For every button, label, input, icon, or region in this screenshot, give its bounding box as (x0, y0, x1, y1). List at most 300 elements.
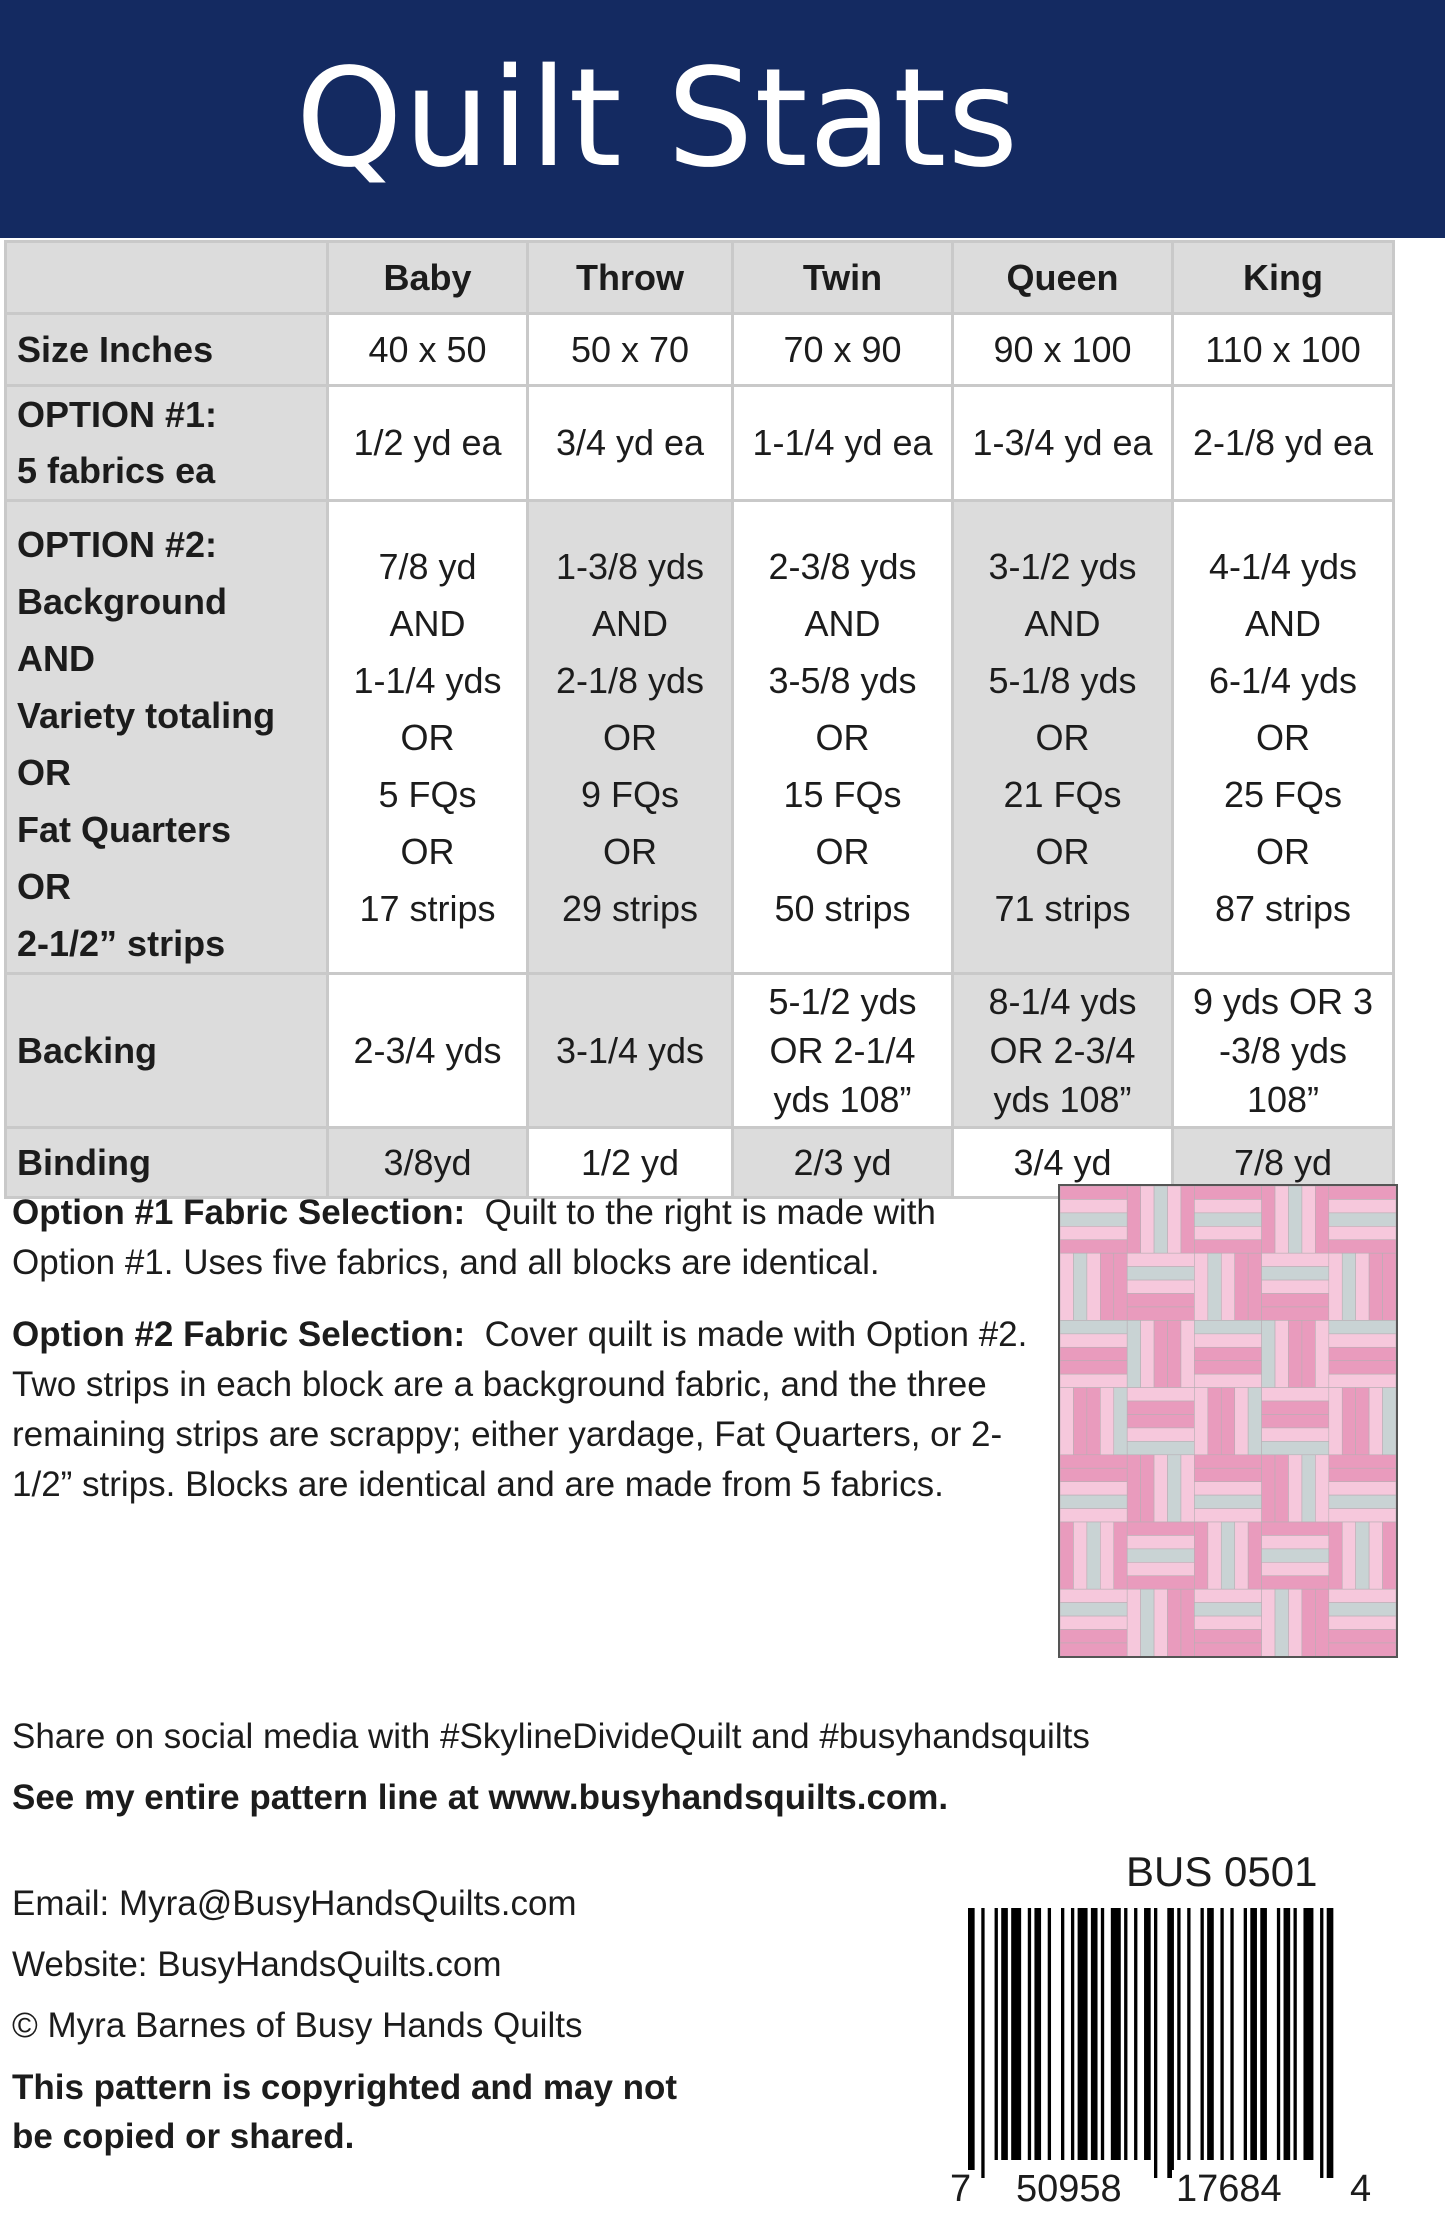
copyright-notice-line: This pattern is copyrighted and may not (12, 2068, 678, 2107)
quilt-strip (1329, 1495, 1396, 1508)
barcode-bar (1220, 1908, 1223, 2160)
table-row-size (6, 314, 1394, 386)
quilt-strip (1302, 1320, 1315, 1387)
barcode-bar (1177, 1908, 1180, 2160)
row-header-binding: Binding (6, 1128, 328, 1198)
quilt-strip (1127, 1576, 1194, 1589)
quilt-strip (1060, 1186, 1127, 1199)
quilt-strip (1060, 1240, 1127, 1253)
barcode-bar (995, 1908, 998, 2160)
col-header-throw: Throw (528, 242, 733, 314)
option2-note-text: Cover quilt is made with Option #2. Two strips in each block are a background fabric, and the three remaining strips are scrappy; either yardage, Fat Quarters, or 2-1/2” strips. Blocks are identical and are made from 5 fabrics. (12, 1315, 1028, 1504)
cell-option1-throw: 3/4 yd ea (528, 386, 733, 501)
barcode-bar (1034, 1908, 1041, 2160)
option2-label-line: OPTION #2: (17, 524, 218, 565)
quilt-strip (1194, 1186, 1261, 1199)
quilt-strip (1060, 1213, 1127, 1226)
option2-value-line: OR (815, 716, 870, 758)
cell-binding-queen: 3/4 yd (953, 1128, 1173, 1198)
quilt-strip (1329, 1374, 1396, 1387)
quilt-strip (1127, 1535, 1194, 1548)
option2-label-line: 2-1/2” strips (17, 923, 226, 964)
option2-value-line: 21 FQs (1003, 773, 1122, 815)
barcode-bar (1244, 1908, 1247, 2160)
quilt-strip (1329, 1589, 1396, 1602)
quilt-strip (1329, 1482, 1396, 1495)
quilt-strip (1141, 1320, 1154, 1387)
quilt-strip (1208, 1522, 1221, 1589)
col-header-twin: Twin (733, 242, 953, 314)
cell-size-baby: 40 x 50 (328, 314, 528, 386)
quilt-strip (1315, 1320, 1328, 1387)
quilt-strip (1087, 1388, 1100, 1455)
quilt-strip (1181, 1589, 1194, 1656)
quilt-strip (1302, 1589, 1315, 1656)
quilt-strip (1221, 1522, 1234, 1589)
backing-value-line: yds 108” (773, 1079, 912, 1120)
option2-value-line: AND (804, 602, 881, 644)
option1-note-heading: Option #1 Fabric Selection: (12, 1193, 466, 1232)
quilt-strip (1194, 1643, 1261, 1656)
quilt-strip (1208, 1388, 1221, 1455)
cell-option1-baby: 1/2 yd ea (328, 386, 528, 501)
quilt-strip (1221, 1388, 1234, 1455)
quilt-strip (1369, 1522, 1382, 1589)
backing-value-line: 108” (1246, 1079, 1320, 1120)
quilt-strip (1262, 1535, 1329, 1548)
quilt-strip (1087, 1253, 1100, 1320)
quilt-strip (1194, 1213, 1261, 1226)
option1-label-line: 5 fabrics ea (17, 450, 216, 491)
option2-note-heading: Option #2 Fabric Selection: (12, 1315, 466, 1354)
quilt-strip (1221, 1253, 1234, 1320)
quilt-strip (1168, 1320, 1181, 1387)
option2-value-line: 7/8 yd (378, 545, 477, 587)
barcode-bar (1101, 1908, 1104, 2160)
quilt-strip (1356, 1388, 1369, 1455)
barcode-bar (1327, 1908, 1334, 2178)
quilt-strip (1073, 1388, 1086, 1455)
quilt-strip (1329, 1388, 1342, 1455)
quilt-strip (1127, 1455, 1140, 1522)
cell-binding-throw: 1/2 yd (528, 1128, 733, 1198)
quilt-strip (1181, 1186, 1194, 1253)
quilt-strip (1356, 1522, 1369, 1589)
quilt-strip (1262, 1186, 1275, 1253)
row-header-backing: Backing (6, 974, 328, 1128)
quilt-strip (1329, 1361, 1396, 1374)
quilt-strip (1329, 1334, 1396, 1347)
quilt-strip (1248, 1388, 1261, 1455)
table-header-row (6, 242, 1394, 314)
cell-backing-throw: 3-1/4 yds (528, 974, 733, 1128)
barcode-bar (1061, 1908, 1064, 2160)
quilt-strip (1141, 1589, 1154, 1656)
quilt-strip (1262, 1562, 1329, 1575)
quilt-pattern (1060, 1186, 1396, 1656)
barcode-bar (1001, 1908, 1008, 2160)
quilt-strip (1248, 1253, 1261, 1320)
barcode-bar (968, 1908, 975, 2178)
option2-note (12, 1310, 1042, 1510)
quilt-strip (1060, 1320, 1127, 1333)
quilt-strip (1141, 1186, 1154, 1253)
quilt-strip (1194, 1388, 1207, 1455)
cell-size-king: 110 x 100 (1173, 314, 1394, 386)
barcode-bar (1294, 1908, 1297, 2160)
title-banner (0, 0, 1445, 238)
cell-backing-queen (953, 974, 1173, 1128)
quilt-strip (1194, 1320, 1261, 1333)
quilt-strip (1181, 1320, 1194, 1387)
cell-size-twin: 70 x 90 (733, 314, 953, 386)
quilt-strip (1100, 1253, 1113, 1320)
row-header-option1 (6, 386, 328, 501)
barcode-bar (1230, 1908, 1233, 2160)
option2-label-line: OR (17, 866, 71, 907)
option2-value-line: 6-1/4 yds (1208, 659, 1358, 701)
barcode-bar (1320, 1908, 1323, 2178)
barcode-bar (1071, 1908, 1074, 2160)
quilt-strip (1329, 1240, 1396, 1253)
option2-value-line: OR (603, 830, 657, 872)
quilt-strip (1329, 1455, 1396, 1468)
quilt-strip (1194, 1522, 1207, 1589)
quilt-strip (1329, 1253, 1342, 1320)
quilt-strip (1329, 1213, 1396, 1226)
quilt-strip (1087, 1522, 1100, 1589)
quilt-strip (1168, 1589, 1181, 1656)
barcode-bar (1167, 1908, 1174, 2178)
quilt-strip (1060, 1347, 1127, 1360)
quilt-strip (1060, 1643, 1127, 1656)
cell-option2-king (1173, 501, 1394, 974)
barcode-bar (1154, 1908, 1157, 2178)
option2-value-line: OR (1256, 716, 1310, 758)
quilt-strip (1060, 1522, 1073, 1589)
option2-value-line: AND (1024, 602, 1101, 644)
quilt-strip (1342, 1253, 1355, 1320)
quilt-strip (1329, 1603, 1396, 1616)
option1-note-text: Quilt to the right is made with Option #1. Uses five fabrics, and all blocks are identical. (12, 1193, 936, 1282)
table-corner-cell (6, 242, 328, 314)
option2-label-line: Background (17, 581, 228, 622)
backing-value-line: 8-1/4 yds (988, 981, 1137, 1022)
quilt-strip (1262, 1401, 1329, 1414)
quilt-strip (1262, 1441, 1329, 1454)
quilt-strip (1194, 1240, 1261, 1253)
barcode-digit-first: 7 (946, 2170, 975, 2208)
barcode-bar (1124, 1908, 1127, 2160)
quilt-strip (1262, 1549, 1329, 1562)
option2-value-line: 15 FQs (783, 773, 902, 815)
option2-value-line: 9 FQs (580, 773, 679, 815)
quilt-strip (1262, 1428, 1329, 1441)
quilt-strip (1127, 1522, 1194, 1535)
backing-value-line: OR 2-3/4 (989, 1030, 1136, 1071)
quilt-strip (1154, 1186, 1167, 1253)
option2-value-line: OR (1035, 716, 1090, 758)
quilt-strip (1329, 1186, 1396, 1199)
quilt-strip (1288, 1186, 1301, 1253)
option1-note (12, 1188, 1042, 1288)
quilt-strip (1073, 1522, 1086, 1589)
quilt-strip (1262, 1320, 1275, 1387)
quilt-strip (1060, 1455, 1127, 1468)
option2-value-line: 17 strips (359, 887, 496, 929)
quilt-strip (1329, 1616, 1396, 1629)
quilt-strip (1329, 1522, 1342, 1589)
quilt-strip (1288, 1455, 1301, 1522)
quilt-strip (1060, 1388, 1073, 1455)
cell-backing-baby: 2-3/4 yds (328, 974, 528, 1128)
row-header-size: Size Inches (6, 314, 328, 386)
quilt-strip (1329, 1643, 1396, 1656)
quilt-strip (1194, 1603, 1261, 1616)
quilt-strip (1127, 1428, 1194, 1441)
quilt-strip (1060, 1630, 1127, 1643)
quilt-strip (1181, 1455, 1194, 1522)
quilt-strip (1060, 1361, 1127, 1374)
cell-size-queen: 90 x 100 (953, 314, 1173, 386)
fabric-selection-notes (12, 1188, 1042, 1532)
quilt-strip (1194, 1616, 1261, 1629)
option2-value-line: 2-3/8 yds (768, 545, 917, 587)
cell-option1-queen: 1-3/4 yd ea (953, 386, 1173, 501)
quilt-strip (1154, 1589, 1167, 1656)
barcode-bar (1091, 1908, 1098, 2160)
quilt-strip (1329, 1468, 1396, 1481)
barcode-bar (1144, 1908, 1151, 2160)
cell-size-throw: 50 x 70 (528, 314, 733, 386)
quilt-strip (1194, 1495, 1261, 1508)
quilt-strip (1262, 1253, 1329, 1266)
barcode-bar (1260, 1908, 1267, 2160)
cell-option1-twin: 1-1/4 yd ea (733, 386, 953, 501)
quilt-strip (1114, 1388, 1127, 1455)
product-code: BUS 0501 (1126, 1848, 1318, 1895)
barcode-bar (981, 1908, 984, 2178)
quilt-photo (1058, 1184, 1398, 1658)
quilt-strip (1127, 1186, 1140, 1253)
backing-value-line: OR 2-1/4 (769, 1030, 916, 1071)
quilt-strip (1127, 1320, 1140, 1387)
cell-option2-queen (953, 501, 1173, 974)
quilt-strip (1329, 1226, 1396, 1239)
quilt-strip (1262, 1388, 1329, 1401)
quilt-strip (1168, 1455, 1181, 1522)
quilt-strip (1100, 1388, 1113, 1455)
quilt-strip (1154, 1455, 1167, 1522)
quilt-strip (1383, 1522, 1396, 1589)
barcode-bar (1134, 1908, 1137, 2160)
option2-value-line: 3-1/2 yds (988, 545, 1137, 587)
cell-binding-king: 7/8 yd (1173, 1128, 1394, 1198)
quilt-strip (1315, 1186, 1328, 1253)
quilt-strip (1060, 1482, 1127, 1495)
quilt-strip (1168, 1186, 1181, 1253)
pattern-line-link[interactable]: See my entire pattern line at www.busyhandsquilts.com. (12, 1778, 949, 1817)
option1-label-line: OPTION #1: (17, 394, 218, 435)
quilt-strip (1235, 1253, 1248, 1320)
backing-value-line: -3/8 yds (1218, 1030, 1348, 1071)
quilt-strip (1315, 1455, 1328, 1522)
quilt-strip (1315, 1589, 1328, 1656)
col-header-queen: Queen (953, 242, 1173, 314)
quilt-strip (1262, 1522, 1329, 1535)
quilt-strip (1262, 1267, 1329, 1280)
option2-label-line: OR (17, 752, 71, 793)
quilt-strip (1235, 1522, 1248, 1589)
quilt-strip (1127, 1562, 1194, 1575)
quilt-strip (1275, 1186, 1288, 1253)
quilt-strip (1329, 1199, 1396, 1212)
quilt-strip (1275, 1320, 1288, 1387)
cell-option2-throw (528, 501, 733, 974)
barcode-bar (1207, 1908, 1214, 2160)
quilt-strip (1194, 1482, 1261, 1495)
cell-backing-king (1173, 974, 1394, 1128)
option2-value-line: 87 strips (1214, 887, 1352, 929)
quilt-strip (1127, 1307, 1194, 1320)
backing-value-line: 9 yds OR 3 (1192, 981, 1374, 1022)
quilt-strip (1060, 1603, 1127, 1616)
quilt-strip (1154, 1320, 1167, 1387)
barcode-bar (1303, 1908, 1313, 2160)
option2-value-line: 29 strips (561, 887, 699, 929)
quilt-strip (1383, 1253, 1396, 1320)
barcode-digits-right: 17684 (1172, 2170, 1286, 2208)
quilt-strip (1194, 1347, 1261, 1360)
quilt-strip (1141, 1455, 1154, 1522)
quilt-strip (1060, 1334, 1127, 1347)
barcode-bar (1250, 1908, 1257, 2160)
cell-option2-twin (733, 501, 953, 974)
quilt-strip (1248, 1522, 1261, 1589)
quilt-strip (1127, 1388, 1194, 1401)
option2-value-line: AND (591, 602, 668, 644)
quilt-strip (1060, 1509, 1127, 1522)
option2-value-line: 71 strips (994, 887, 1131, 929)
option2-label-line: Variety totaling (17, 695, 276, 736)
quilt-strip (1262, 1455, 1275, 1522)
quilt-strip (1329, 1320, 1396, 1333)
contact-website[interactable]: Website: BusyHandsQuilts.com (12, 1945, 502, 1984)
quilt-strip (1383, 1388, 1396, 1455)
quilt-strip (1329, 1347, 1396, 1360)
quilt-strip (1060, 1468, 1127, 1481)
table-row-option1 (6, 386, 1394, 501)
barcode-bar (1028, 1908, 1031, 2160)
quilt-strip (1127, 1549, 1194, 1562)
quilt-strip (1127, 1401, 1194, 1414)
quilt-strip (1342, 1388, 1355, 1455)
option2-value-line: OR (400, 830, 455, 872)
quilt-strip (1262, 1307, 1329, 1320)
quilt-strip (1060, 1495, 1127, 1508)
quilt-strip (1369, 1388, 1382, 1455)
option2-label-line: Fat Quarters (17, 809, 232, 850)
cell-binding-twin: 2/3 yd (733, 1128, 953, 1198)
option2-value-line: OR (603, 716, 657, 758)
quilt-strip (1288, 1589, 1301, 1656)
quilt-strip (1060, 1253, 1073, 1320)
quilt-strip (1100, 1522, 1113, 1589)
option2-value-line: 50 strips (774, 887, 911, 929)
cell-binding-baby: 3/8yd (328, 1128, 528, 1198)
barcode-digits-left: 50958 (1012, 2170, 1126, 2208)
quilt-strip (1288, 1320, 1301, 1387)
quilt-strip (1329, 1509, 1396, 1522)
option2-value-line: AND (389, 602, 466, 644)
quilt-strip (1073, 1253, 1086, 1320)
quilt-strip (1194, 1361, 1261, 1374)
barcode-bar (1284, 1908, 1291, 2160)
copyright-line: © Myra Barnes of Busy Hands Quilts (12, 2006, 583, 2045)
quilt-strip (1262, 1280, 1329, 1293)
quilt-strip (1194, 1509, 1261, 1522)
page-title: Quilt Stats (295, 40, 1020, 198)
quilt-strip (1235, 1388, 1248, 1455)
quilt-strip (1060, 1616, 1127, 1629)
quilt-strip (1194, 1455, 1261, 1468)
contact-email[interactable]: Email: Myra@BusyHandsQuilts.com (12, 1884, 577, 1923)
quilt-strip (1262, 1589, 1275, 1656)
quilt-strip (1275, 1589, 1288, 1656)
barcode-bar (1187, 1908, 1190, 2160)
quilt-strip (1194, 1253, 1207, 1320)
barcode-bar (1277, 1908, 1280, 2160)
quilt-strip (1060, 1589, 1127, 1602)
backing-value-line: yds 108” (993, 1079, 1132, 1120)
quilt-strip (1127, 1280, 1194, 1293)
option2-value-line: 25 FQs (1223, 773, 1343, 815)
cell-option1-king: 2-1/8 yd ea (1173, 386, 1394, 501)
option2-value-line: 1-1/4 yds (353, 659, 502, 701)
copyright-notice-line: be copied or shared. (12, 2117, 355, 2156)
quilt-strip (1262, 1294, 1329, 1307)
quilt-strip (1275, 1455, 1288, 1522)
quilt-strip (1060, 1226, 1127, 1239)
quilt-strip (1302, 1455, 1315, 1522)
barcode (968, 1908, 1340, 2178)
quilt-strip (1127, 1253, 1194, 1266)
quilt-strip (1329, 1630, 1396, 1643)
barcode-bar (1201, 1908, 1204, 2160)
quilt-strip (1302, 1186, 1315, 1253)
quilt-strip (1060, 1374, 1127, 1387)
quilt-strip (1127, 1441, 1194, 1454)
quilt-strip (1194, 1468, 1261, 1481)
option2-value-line: 1-3/8 yds (555, 545, 705, 587)
quilt-strip (1194, 1334, 1261, 1347)
option2-value-line: OR (815, 830, 870, 872)
quilt-strip (1262, 1414, 1329, 1427)
quilt-strip (1194, 1630, 1261, 1643)
row-header-option2 (6, 501, 328, 974)
table-row-backing (6, 974, 1394, 1128)
option2-value-line: OR (400, 716, 455, 758)
barcode-bar (1048, 1908, 1051, 2160)
col-header-baby: Baby (328, 242, 528, 314)
quilt-strip (1262, 1576, 1329, 1589)
barcode-bar (1111, 1908, 1121, 2160)
option2-label-line: AND (17, 638, 95, 679)
quilt-strip (1127, 1267, 1194, 1280)
cell-option2-baby (328, 501, 528, 974)
quilt-strip (1194, 1199, 1261, 1212)
quilt-strip (1369, 1253, 1382, 1320)
